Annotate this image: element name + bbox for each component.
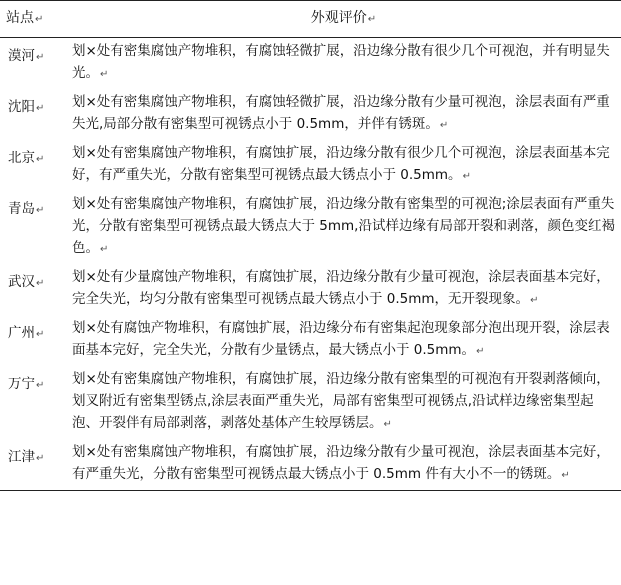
description-cell: 划×处有密集腐蚀产物堆积，有腐蚀扩展，沿边缘分散有密集型的可视泡有开裂剥落倾向，划叉附近有密集型锈点,涂层表面严重失光，局部有密集型可视锈点,沿试样边缘密集型起泡、开裂伴有局部剥落，剥落处基体产生较厚锈层。↵ xyxy=(72,371,610,431)
table-row xyxy=(0,140,621,191)
paragraph-mark-icon: ↵ xyxy=(367,14,377,25)
table-row xyxy=(0,191,621,264)
paragraph-mark-icon: ↵ xyxy=(476,346,485,357)
station-cell: 万宁↵ xyxy=(8,376,45,392)
paragraph-mark-icon: ↵ xyxy=(35,14,44,25)
paragraph-mark-icon: ↵ xyxy=(36,329,45,340)
station-cell: 沈阳↵ xyxy=(8,99,45,115)
paragraph-mark-icon: ↵ xyxy=(439,120,449,131)
paragraph-mark-icon: ↵ xyxy=(462,171,471,182)
paragraph-mark-icon: ↵ xyxy=(36,154,45,165)
description-cell: 划×处有密集腐蚀产物堆积，有腐蚀扩展，沿边缘分散有少量可视泡，涂层表面基本完好，有严重失光，分散有密集型可视锈点最大锈点小于 0.5mm 件有大小不一的锈斑。↵ xyxy=(66,439,621,491)
table-row xyxy=(0,315,621,366)
table-row xyxy=(0,264,621,315)
table-row xyxy=(0,439,621,491)
description-cell: 划×处有密集腐蚀产物堆积，有腐蚀轻微扩展，沿边缘分散有少量可视泡，涂层表面有严重失光,局部分散有密集型可视锈点小于 0.5mm，并伴有锈斑。↵ xyxy=(72,94,610,132)
station-cell: 江津↵ xyxy=(0,439,66,491)
paragraph-mark-icon: ↵ xyxy=(561,470,570,481)
paragraph-mark-icon: ↵ xyxy=(36,453,45,464)
paragraph-mark-icon: ↵ xyxy=(36,278,45,289)
description-cell: 划×处有密集腐蚀产物堆积，有腐蚀轻微扩展，沿边缘分散有很少几个可视泡，并有明显失光。↵ xyxy=(72,43,610,81)
description-cell: 划×处有密集腐蚀产物堆积，有腐蚀扩展，沿边缘分散有密集型的可视泡;涂层表面有严重失光，分散有密集型可视锈点最大锈点大于 5mm,沿试样边缘有局部开裂和剥落，颜色变红褐色。↵ xyxy=(72,196,615,256)
paragraph-mark-icon: ↵ xyxy=(100,69,109,80)
station-cell: 漠河↵ xyxy=(8,48,45,64)
paragraph-mark-icon: ↵ xyxy=(383,419,392,430)
paragraph-mark-icon: ↵ xyxy=(36,52,45,63)
description-cell: 划×处有少量腐蚀产物堆积，有腐蚀扩展，沿边缘分散有少量可视泡，涂层表面基本完好，完全失光，均匀分散有密集型可视锈点最大锈点小于 0.5mm，无开裂现象。↵ xyxy=(72,269,610,307)
station-cell: 广州↵ xyxy=(8,325,45,341)
station-cell: 北京↵ xyxy=(8,150,45,166)
paragraph-mark-icon: ↵ xyxy=(36,380,45,391)
description-cell: 划×处有腐蚀产物堆积，有腐蚀扩展，沿边缘分布有密集起泡现象部分泡出现开裂，涂层表面基本完好，完全失光，分散有少量锈点，最大锈点小于 0.5mm。↵ xyxy=(72,320,610,358)
paragraph-mark-icon: ↵ xyxy=(530,295,539,306)
table-row xyxy=(0,38,621,90)
header-row xyxy=(0,1,621,38)
paragraph-mark-icon: ↵ xyxy=(36,205,45,216)
description-cell: 划×处有密集腐蚀产物堆积，有腐蚀扩展，沿边缘分散有很少几个可视泡，涂层表面基本完好，有严重失光，分散有密集型可视锈点最大锈点小于 0.5mm。↵ xyxy=(72,145,610,183)
paragraph-mark-icon: ↵ xyxy=(100,244,109,255)
station-cell: 青岛↵ xyxy=(8,201,45,217)
station-column-header: 站点↵ xyxy=(0,1,66,38)
station-cell: 武汉↵ xyxy=(8,274,45,290)
paragraph-mark-icon: ↵ xyxy=(36,103,45,114)
table-row xyxy=(0,89,621,140)
description-column-header: 外观评价↵ xyxy=(66,1,621,38)
table-row xyxy=(0,366,621,439)
